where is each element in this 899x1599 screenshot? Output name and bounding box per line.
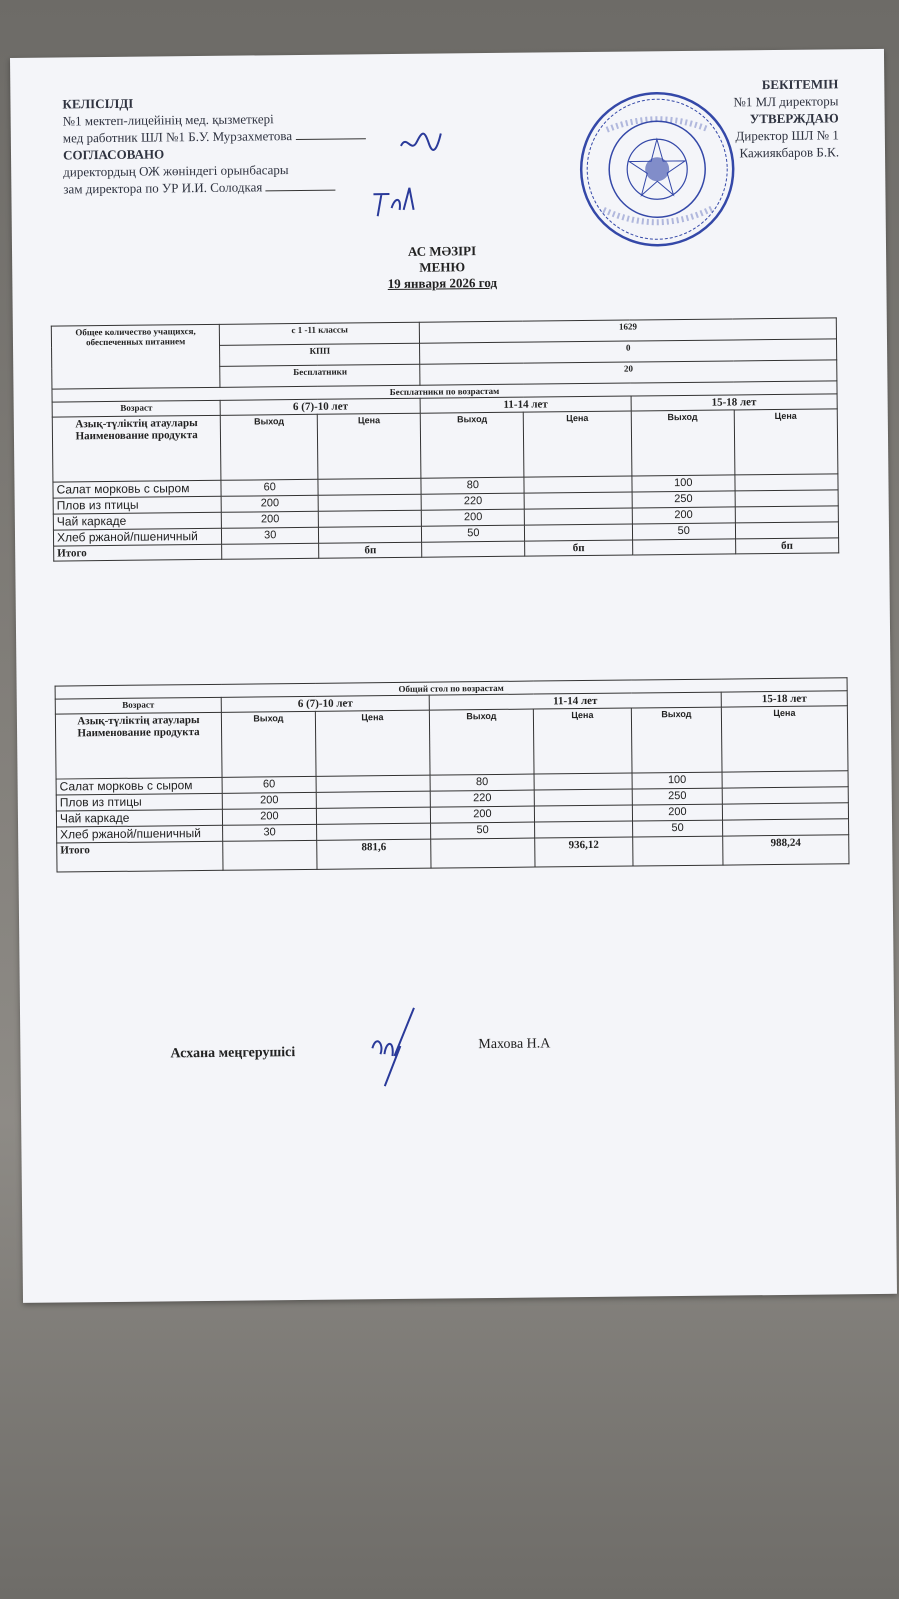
summary-value: 20 [420,360,837,385]
title-kz: АС МӘЗІРІ [407,243,477,259]
output-value: 100 [632,475,735,492]
product-header: Азық-түліктің атаулары Наименование продукта [55,712,222,779]
column-header: Цена [317,413,421,479]
product-name: Салат морковь с сыром [56,777,222,795]
agreed-line4-wrap [63,176,483,197]
price-cell [534,805,632,822]
output-value: 200 [222,792,316,809]
total-label: Итого [57,841,223,872]
price-cell [318,510,421,527]
price-cell [534,773,632,790]
output-value: 200 [430,806,534,823]
price-cell [318,494,421,511]
column-header: Выход [631,410,735,476]
price-cell [319,526,422,543]
column-header: Цена [734,409,838,475]
product-name: Салат морковь с сыром [53,480,222,498]
agreed-ru: СОГЛАСОВАНО [62,146,165,163]
output-value: 250 [632,788,722,805]
table-caption: Общий стол по возрастам [55,678,847,699]
signature-line [295,128,365,140]
product-name: Плов из птицы [53,496,222,514]
price-cell [735,506,838,523]
menu-document [10,49,897,1303]
column-header-row [55,706,848,779]
output-value: 200 [632,804,722,821]
age-group: 6 (7)-10 лет [221,695,429,712]
output-value: 220 [421,493,524,510]
price-cell [524,492,631,509]
age-group: 15-18 лет [631,394,837,411]
signature-deputy [369,184,419,221]
price-cell [524,476,631,493]
output-value: 220 [430,790,534,807]
approve-line3: Кажиякбаров Б.К. [739,144,840,161]
table-caption: Бесплатники по возрастам [52,381,837,402]
price-cell [735,490,838,507]
approve-line2: Директор ШЛ № 1 [735,127,839,144]
output-value: 50 [632,523,735,540]
approve-ru: УТВЕРЖДАЮ [749,110,839,127]
general-table [55,677,850,872]
summary-label: Общее количество учащихся, обеспеченных питанием [51,324,220,389]
product-name: Чай каркаде [53,512,222,530]
age-group: 11-14 лет [420,396,631,413]
price-cell [534,789,632,806]
output-value: 60 [222,776,316,793]
column-header: Цена [533,708,632,774]
price-cell [722,787,848,804]
output-value: 200 [222,808,316,825]
approval-block [658,75,839,162]
output-value: 50 [431,822,535,839]
price-cell [317,823,431,840]
total-value: 988,24 [723,835,849,865]
agreed-line3: директордың ОЖ жөніндегі орынбасары [63,162,289,180]
total-value: бп [319,542,422,558]
total-spacer [431,838,535,868]
output-value: 200 [632,507,735,524]
output-value: 60 [221,479,318,496]
summary-name: Бесплатники [220,364,420,387]
age-group: 6 (7)-10 лет [220,398,420,415]
output-value: 250 [632,491,735,508]
product-name: Чай каркаде [56,809,222,827]
canteen-manager-name: Махова Н.А [478,1036,551,1053]
column-header: Цена [524,411,632,477]
total-value: 881,6 [317,839,431,869]
title-ru: МЕНЮ [419,259,466,275]
column-header: Выход [429,709,534,775]
price-cell [722,803,848,820]
approve-line1: №1 МЛ директоры [733,93,839,110]
product-header: Азық-түліктің атаулары Наименование продукта [52,415,221,482]
column-header: Выход [421,412,525,478]
total-spacer [222,543,319,559]
summary-value: 1629 [420,318,837,343]
age-label: Возраст [55,697,221,714]
document-title [312,242,572,293]
agreed-line1: №1 мектеп-лицейінің мед. қызметкері [62,111,274,129]
price-cell [318,478,421,495]
signature-medical [399,127,443,157]
price-cell [735,522,838,539]
total-value: бп [525,540,632,556]
column-header: Цена [721,706,848,772]
menu-date: 19 января 2026 год [387,274,498,292]
output-value: 30 [223,824,317,841]
free-meals-table [51,317,839,561]
total-spacer [223,840,317,870]
age-label: Возраст [52,400,221,417]
approve-kz: БЕКІТЕМІН [761,76,839,93]
summary-value: 0 [420,339,837,364]
total-spacer [632,539,735,555]
price-cell [735,474,838,491]
output-value: 80 [430,774,534,791]
output-value: 200 [422,509,525,526]
summary-name: КПП [220,343,420,366]
product-name: Хлеб ржаной/пшеничный [57,825,223,843]
age-group: 15-18 лет [721,691,847,707]
price-cell [525,508,632,525]
product-name: Хлеб ржаной/пшеничный [53,528,222,546]
column-header: Выход [221,414,318,480]
output-value: 100 [632,772,722,789]
price-cell [535,821,633,838]
output-value: 200 [222,511,319,528]
output-value: 80 [421,477,524,494]
price-cell [722,771,848,788]
price-cell [316,807,430,824]
column-header: Выход [221,711,316,777]
agreed-kz: КЕЛІСІЛДІ [62,95,134,112]
total-spacer [633,836,723,866]
canteen-manager-label: Асхана меңгерушісі [170,1045,296,1062]
output-value: 30 [222,527,319,544]
total-label: Итого [54,544,223,561]
signature-canteen [366,1004,427,1089]
output-value: 200 [221,495,318,512]
age-group: 11-14 лет [429,692,721,710]
product-name: Плов из птицы [56,793,222,811]
total-value: бп [735,538,838,554]
total-value: 936,12 [535,837,633,867]
agreed-line2: мед работник ШЛ №1 Б.У. Мурзахметова [62,128,293,146]
summary-name: с 1 -11 классы [220,322,420,345]
output-value: 50 [633,820,723,837]
column-header: Выход [631,707,722,773]
output-value: 50 [422,525,525,542]
price-cell [525,524,632,541]
price-cell [316,791,430,808]
total-spacer [422,541,525,557]
price-cell [723,819,849,836]
column-header-row [52,409,838,482]
column-header: Цена [315,710,430,776]
agreed-line4: зам директора по УР И.И. Солодкая [63,179,263,197]
signature-line [265,180,335,192]
price-cell [316,775,430,792]
